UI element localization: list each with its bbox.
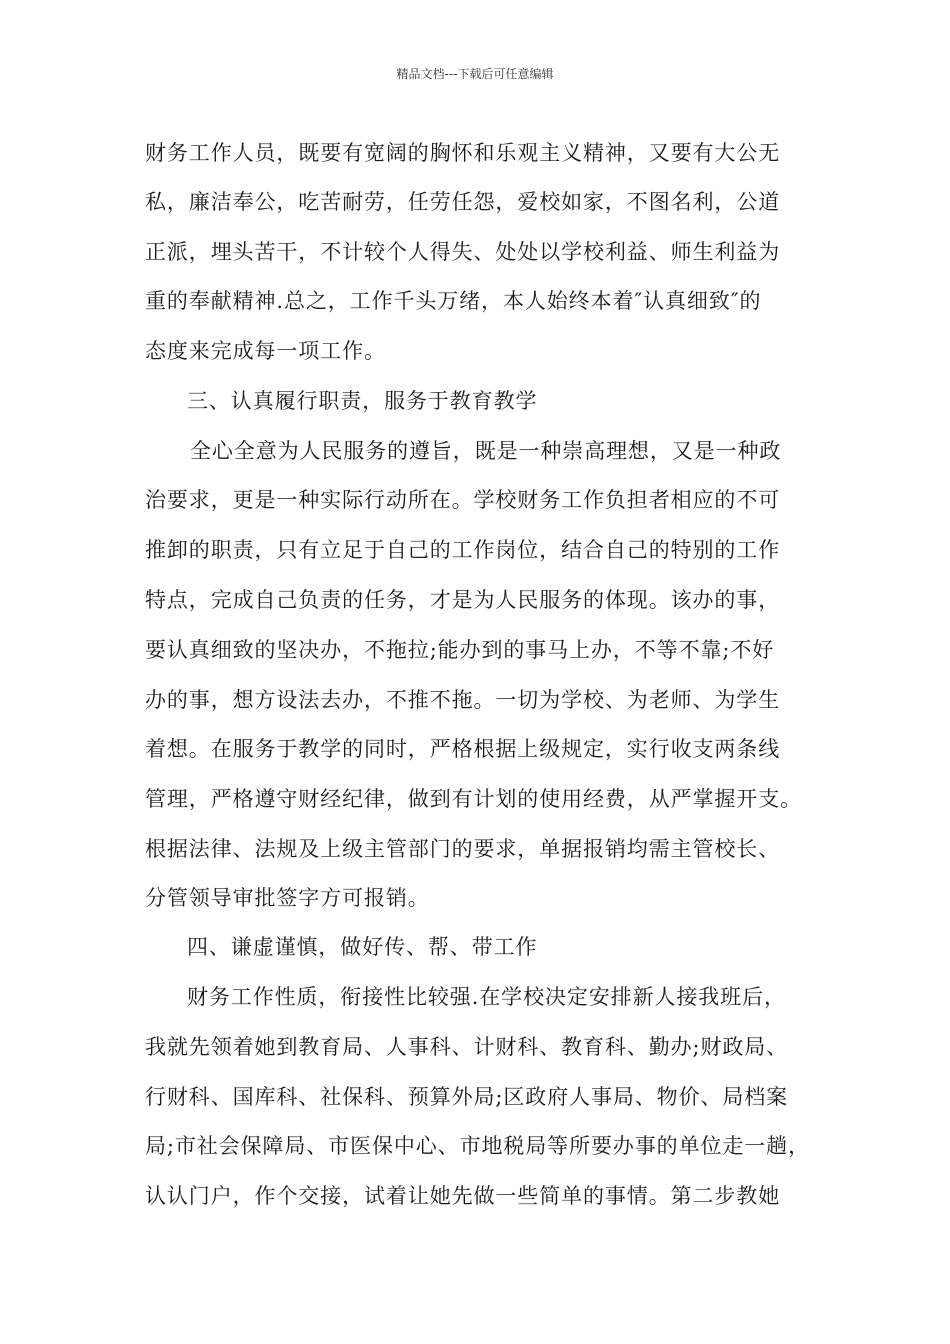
paragraph-line: 办的事，想方设法去办，不推不拖。一切为学校、为老师、为学生: [145, 688, 781, 712]
paragraph-line: 重的奉献精神.总之，工作千头万绪，本人始终本着″认真细致″的: [145, 289, 762, 313]
paragraph-line: 财务工作人员，既要有宽阔的胸怀和乐观主义精神，又要有大公无: [145, 141, 781, 165]
section-heading: 三、认真履行职责，服务于教育教学: [187, 389, 538, 413]
paragraph-line: 我就先领着她到教育局、人事科、计财科、教育科、勤办;财政局、: [145, 1035, 789, 1059]
paragraph-line: 分管领导审批签字方可报销。: [145, 886, 430, 910]
paragraph-line: 全心全意为人民服务的遵旨，既是一种崇高理想，又是一种政: [190, 439, 782, 463]
paragraph-line: 治要求，更是一种实际行动所在。学校财务工作负担者相应的不可: [145, 488, 781, 512]
page-header: 精品文档---下载后可任意编辑: [396, 67, 554, 81]
paragraph-line: 正派，埋头苦干，不计较个人得失、处处以学校利益、师生利益为: [145, 240, 781, 264]
paragraph-line: 特点，完成自己负责的任务，才是为人民服务的体现。该办的事，: [145, 588, 781, 612]
paragraph-line: 认认门户，作个交接，试着让她先做一些简单的事情。第二步教她: [145, 1184, 781, 1208]
section-heading: 四、谦虚谨慎，做好传、帮、带工作: [187, 935, 538, 959]
paragraph-line: 财务工作性质，衔接性比较强.在学校决定安排新人接我班后，: [187, 985, 786, 1009]
paragraph-line: 管理，严格遵守财经纪律，做到有计划的使用经费，从严掌握开支。: [145, 787, 802, 811]
paragraph-line: 要认真细致的坚决办，不拖拉;能办到的事马上办，不等不靠;不好: [145, 638, 775, 662]
paragraph-line: 行财科、国库科、社保科、预算外局;区政府人事局、物价、局档案: [145, 1085, 789, 1109]
paragraph-line: 根据法律、法规及上级主管部门的要求，单据报销均需主管校长、: [145, 837, 781, 861]
paragraph-line: 态度来完成每一项工作。: [145, 339, 386, 363]
paragraph-line: 私，廉洁奉公，吃苦耐劳，任劳任怨，爱校如家，不图名利，公道: [145, 190, 781, 214]
paragraph-line: 局;市社会保障局、市医保中心、市地税局等所要办事的单位走一趟，: [145, 1134, 810, 1158]
paragraph-line: 推卸的职责，只有立足于自己的工作岗位，结合自己的特别的工作: [145, 538, 781, 562]
paragraph-line: 着想。在服务于教学的同时，严格根据上级规定，实行收支两条线: [145, 737, 781, 761]
